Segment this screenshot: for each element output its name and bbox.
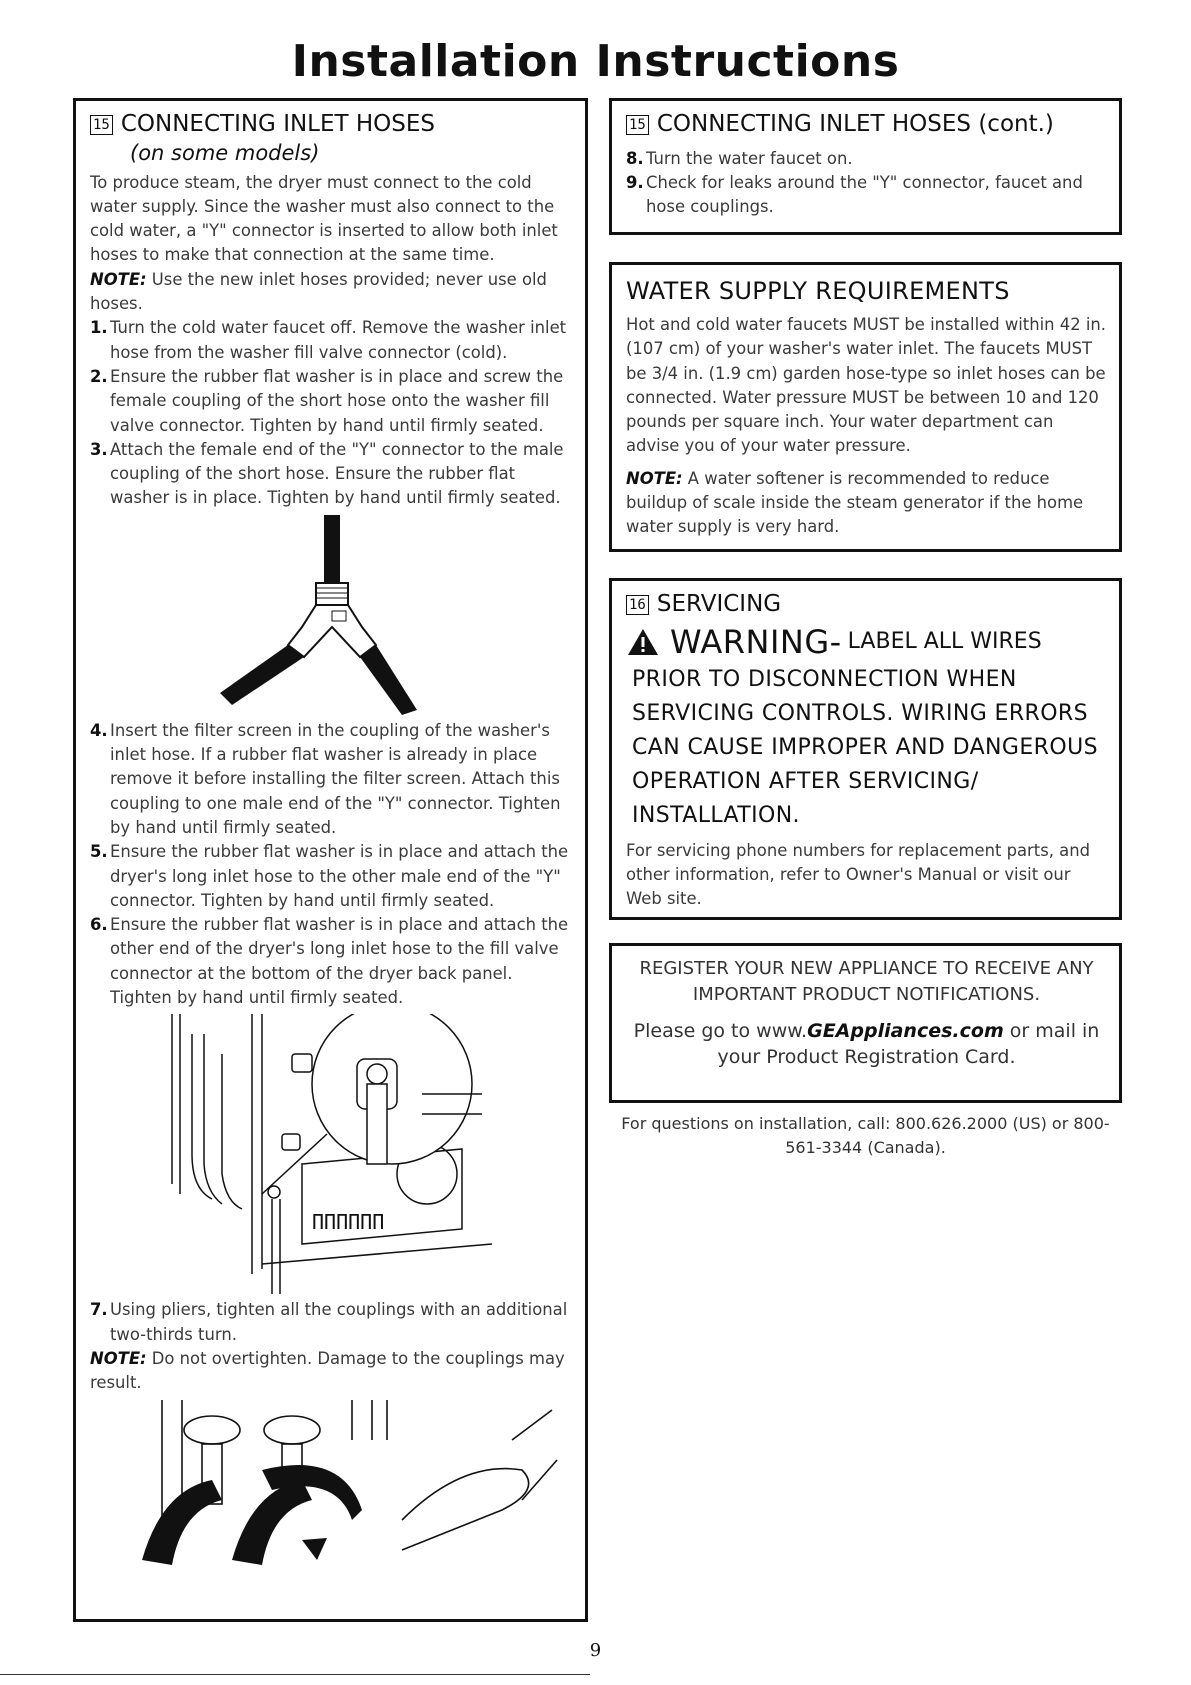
steps-list bbox=[90, 719, 573, 1011]
bottom-divider bbox=[0, 1674, 590, 1675]
step-item bbox=[90, 913, 573, 1010]
step-number: 8. bbox=[626, 148, 644, 168]
step-item bbox=[90, 840, 573, 913]
note-label: NOTE: bbox=[626, 468, 683, 488]
step-text: Ensure the rubber flat washer is in place and attach the dryer's long inlet hose to the other male end of the "Y" connector. Tighten by hand until firmly seated. bbox=[110, 842, 569, 910]
step-item bbox=[90, 316, 573, 365]
y-connector-illustration bbox=[212, 515, 452, 715]
step-number: 5. bbox=[90, 842, 108, 862]
connecting-inlet-hoses-section bbox=[73, 98, 588, 1622]
register-post-text: or mail in your Product Registration Card. bbox=[717, 1020, 1100, 1068]
step-text: Check for leaks around the "Y" connector, faucet and hose couplings. bbox=[646, 172, 1083, 217]
step-number: 9. bbox=[626, 172, 644, 192]
section-title: CONNECTING INLET HOSES (cont.) bbox=[656, 111, 1054, 137]
steps-list bbox=[90, 1298, 573, 1347]
steps-list bbox=[626, 147, 1107, 220]
step-text: Turn the cold water faucet off. Remove the washer inlet hose from the washer fill valve connector (cold). bbox=[110, 318, 567, 362]
warning-triangle-icon bbox=[626, 627, 660, 657]
note-label: NOTE: bbox=[90, 1348, 147, 1368]
warning-word: WARNING- bbox=[670, 622, 842, 661]
step-number: 3. bbox=[90, 439, 108, 459]
step-item bbox=[90, 438, 573, 511]
step-number: 2. bbox=[90, 366, 108, 386]
warning-heading bbox=[626, 623, 1107, 661]
register-instructions bbox=[626, 1018, 1107, 1070]
steps-list bbox=[90, 316, 573, 510]
pliers-tightening-illustration bbox=[102, 1400, 562, 1565]
section-number: 15 bbox=[626, 115, 649, 135]
note-paragraph bbox=[90, 268, 573, 317]
note-label: NOTE: bbox=[90, 269, 147, 289]
section-heading bbox=[626, 591, 1107, 619]
warning-label-text: LABEL ALL WIRES bbox=[847, 629, 1042, 655]
step-item bbox=[626, 147, 1107, 171]
step-number: 1. bbox=[90, 318, 108, 338]
page-number: 9 bbox=[589, 1640, 602, 1661]
installation-questions-contact: For questions on installation, call: 800.626.2000 (US) or 800-561-3344 (Canada). bbox=[621, 1114, 1110, 1157]
servicing-section bbox=[609, 578, 1122, 920]
step-text: Insert the filter screen in the coupling of the washer's inlet hose. If a rubber flat washer is already in place remove it before installing the filter screen. Attach this coupling to one male end of the "Y" connector. Tighten by hand until firmly seated. bbox=[110, 720, 561, 837]
step-item bbox=[626, 171, 1107, 220]
section-title: SERVICING bbox=[656, 591, 782, 617]
note-text: Use the new inlet hoses provided; never use old hoses. bbox=[90, 269, 547, 314]
step-item bbox=[90, 365, 573, 438]
note-paragraph bbox=[626, 467, 1107, 540]
connecting-inlet-hoses-cont-section bbox=[609, 98, 1122, 235]
step-text: Ensure the rubber flat washer is in place and screw the female coupling of the short hose onto the washer fill valve connector. Tighten by hand until firmly seated. bbox=[110, 366, 564, 435]
note-paragraph bbox=[90, 1347, 573, 1396]
step-item bbox=[90, 719, 573, 840]
section-heading bbox=[626, 111, 1107, 139]
step-number: 7. bbox=[90, 1300, 108, 1320]
intro-paragraph: To produce steam, the dryer must connect to the cold water supply. Since the washer must also connect to the cold water, a "Y" connector is inserted to allow both inlet hoses to make that connection at the same time. bbox=[90, 172, 558, 265]
website-link[interactable]: GEAppliances.com bbox=[807, 1020, 1004, 1042]
water-supply-section bbox=[609, 262, 1122, 552]
step-text: Turn the water faucet on. bbox=[646, 148, 853, 168]
section-heading bbox=[90, 111, 573, 139]
water-supply-paragraph: Hot and cold water faucets MUST be installed within 42 in. (107 cm) of your washer's water inlet. The faucets MUST be 3/4 in. (1.9 cm) garden hose-type so inlet hoses can be connected. Water pressure MUST be between 10 and 120 pounds per square inch. Your water department can advise you of your water pressure. bbox=[626, 315, 1106, 456]
step-item bbox=[90, 1298, 573, 1347]
warning-text: PRIOR TO DISCONNECTION WHEN SERVICING CONTROLS. WIRING ERRORS CAN CAUSE IMPROPER AND DANGEROUS OPERATION AFTER SERVICING/ INSTALLATION. bbox=[632, 666, 1098, 828]
step-number: 6. bbox=[90, 915, 108, 935]
section-title: WATER SUPPLY REQUIREMENTS bbox=[626, 277, 1010, 305]
note-text: A water softener is recommended to reduce buildup of scale inside the steam generator if the home water supply is very hard. bbox=[626, 468, 1084, 537]
step-text: Ensure the rubber flat washer is in place and attach the other end of the dryer's long inlet hose to the fill valve connector at the bottom of the dryer back panel. Tighten by hand until firmly seated. bbox=[110, 915, 569, 1008]
page-title: Installation Instructions bbox=[291, 36, 900, 87]
step-number: 4. bbox=[90, 720, 108, 740]
register-notice: REGISTER YOUR NEW APPLIANCE TO RECEIVE ANY IMPORTANT PRODUCT NOTIFICATIONS. bbox=[639, 958, 1094, 1005]
section-number: 15 bbox=[90, 115, 113, 135]
svg-text:ΠΠΠΠΠΠ: ΠΠΠΠΠΠ bbox=[311, 1210, 384, 1235]
servicing-paragraph: For servicing phone numbers for replacement parts, and other information, refer to Owner's Manual or visit our Web site. bbox=[626, 840, 1091, 909]
note-text: Do not overtighten. Damage to the couplings may result. bbox=[90, 1348, 565, 1393]
register-appliance-box bbox=[609, 943, 1122, 1103]
step-text: Attach the female end of the "Y" connector to the male coupling of the short hose. Ensure the rubber flat washer is in place. Tighten by hand until firmly seated. bbox=[110, 439, 564, 508]
step-text: Using pliers, tighten all the couplings with an additional two-thirds turn. bbox=[110, 1300, 568, 1344]
section-subtitle: (on some models) bbox=[130, 140, 320, 165]
register-pre-text: Please go to www. bbox=[633, 1020, 808, 1042]
dryer-back-panel-illustration bbox=[162, 1014, 502, 1294]
section-number: 16 bbox=[626, 595, 649, 615]
section-title: CONNECTING INLET HOSES bbox=[120, 111, 436, 137]
